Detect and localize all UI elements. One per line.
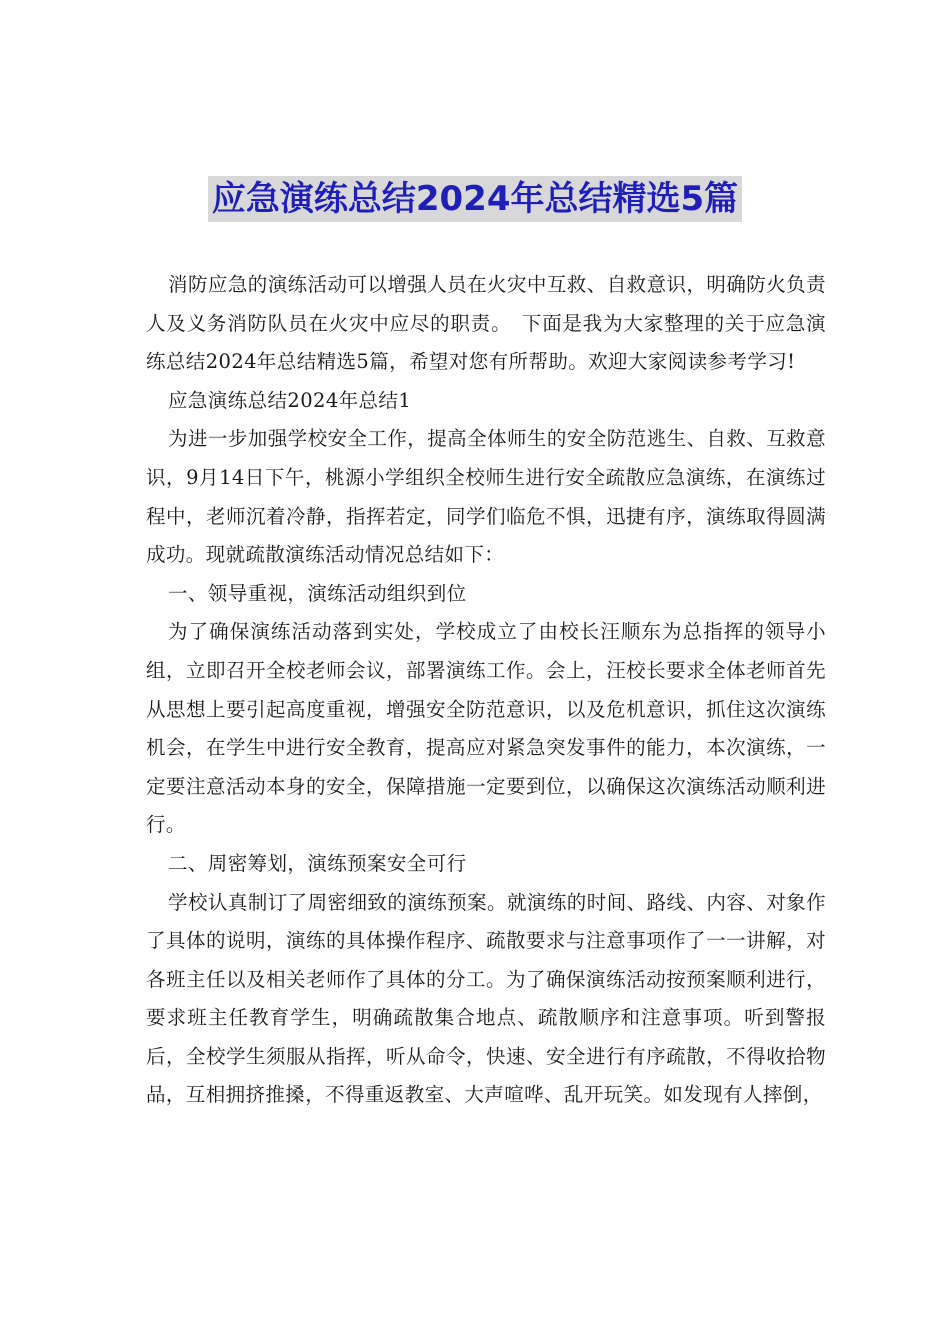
document-title: 应急演练总结2024年总结精选5篇 [208, 176, 742, 222]
intro-paragraph: 消防应急的演练活动可以增强人员在火灾中互救、自救意识，明确防火负责人及义务消防队员在火灾中应尽的职责。 下面是我为大家整理的关于应急演练总结2024年总结精选5篇，希望对您有所帮助。欢迎大家阅读参考学习! [146, 273, 826, 374]
heading-2: 二、周密筹划，演练预案安全可行 [168, 851, 467, 875]
paragraph-2: 为了确保演练活动落到实处，学校成立了由校长汪顺东为总指挥的领导小组，立即召开全校老师会议，部署演练工作。会上，汪校长要求全体老师首先从思想上要引起高度重视，增强安全防范意识，以及危机意识，抓住这次演练机会，在学生中进行安全教育，提高应对紧急突发事件的能力，本次演练，一定要注意活动本身的安全，保障措施一定要到位，以确保这次演练活动顺利进行。 [146, 620, 826, 837]
paragraph-3: 学校认真制订了周密细致的演练预案。就演练的时间、路线、内容、对象作了具体的说明，演练的具体操作程序、疏散要求与注意事项作了一一讲解，对各班主任以及相关老师作了具体的分工。为了确保演练活动按预案顺利进行，要求班主任教育学生，明确疏散集合地点、疏散顺序和注意事项。听到警报后，全校学生须服从指挥，听从命令，快速、安全进行有序疏散，不得收拾物品，互相拥挤推搡，不得重返教室、大声喧哗、乱开玩笑。如发现有人摔倒， [146, 890, 826, 1107]
title-wrapper [0, 176, 950, 222]
section-title: 应急演练总结2024年总结1 [168, 388, 412, 412]
heading-1: 一、领导重视，演练活动组织到位 [168, 581, 467, 605]
document-body [146, 266, 826, 1115]
paragraph-1: 为进一步加强学校安全工作，提高全体师生的安全防范逃生、自救、互救意识，9月14日下午，桃源小学组织全校师生进行安全疏散应急演练，在演练过程中，老师沉着冷静，指挥若定，同学们临危不惧，迅捷有序，演练取得圆满成功。现就疏散演练活动情况总结如下： [146, 427, 826, 567]
